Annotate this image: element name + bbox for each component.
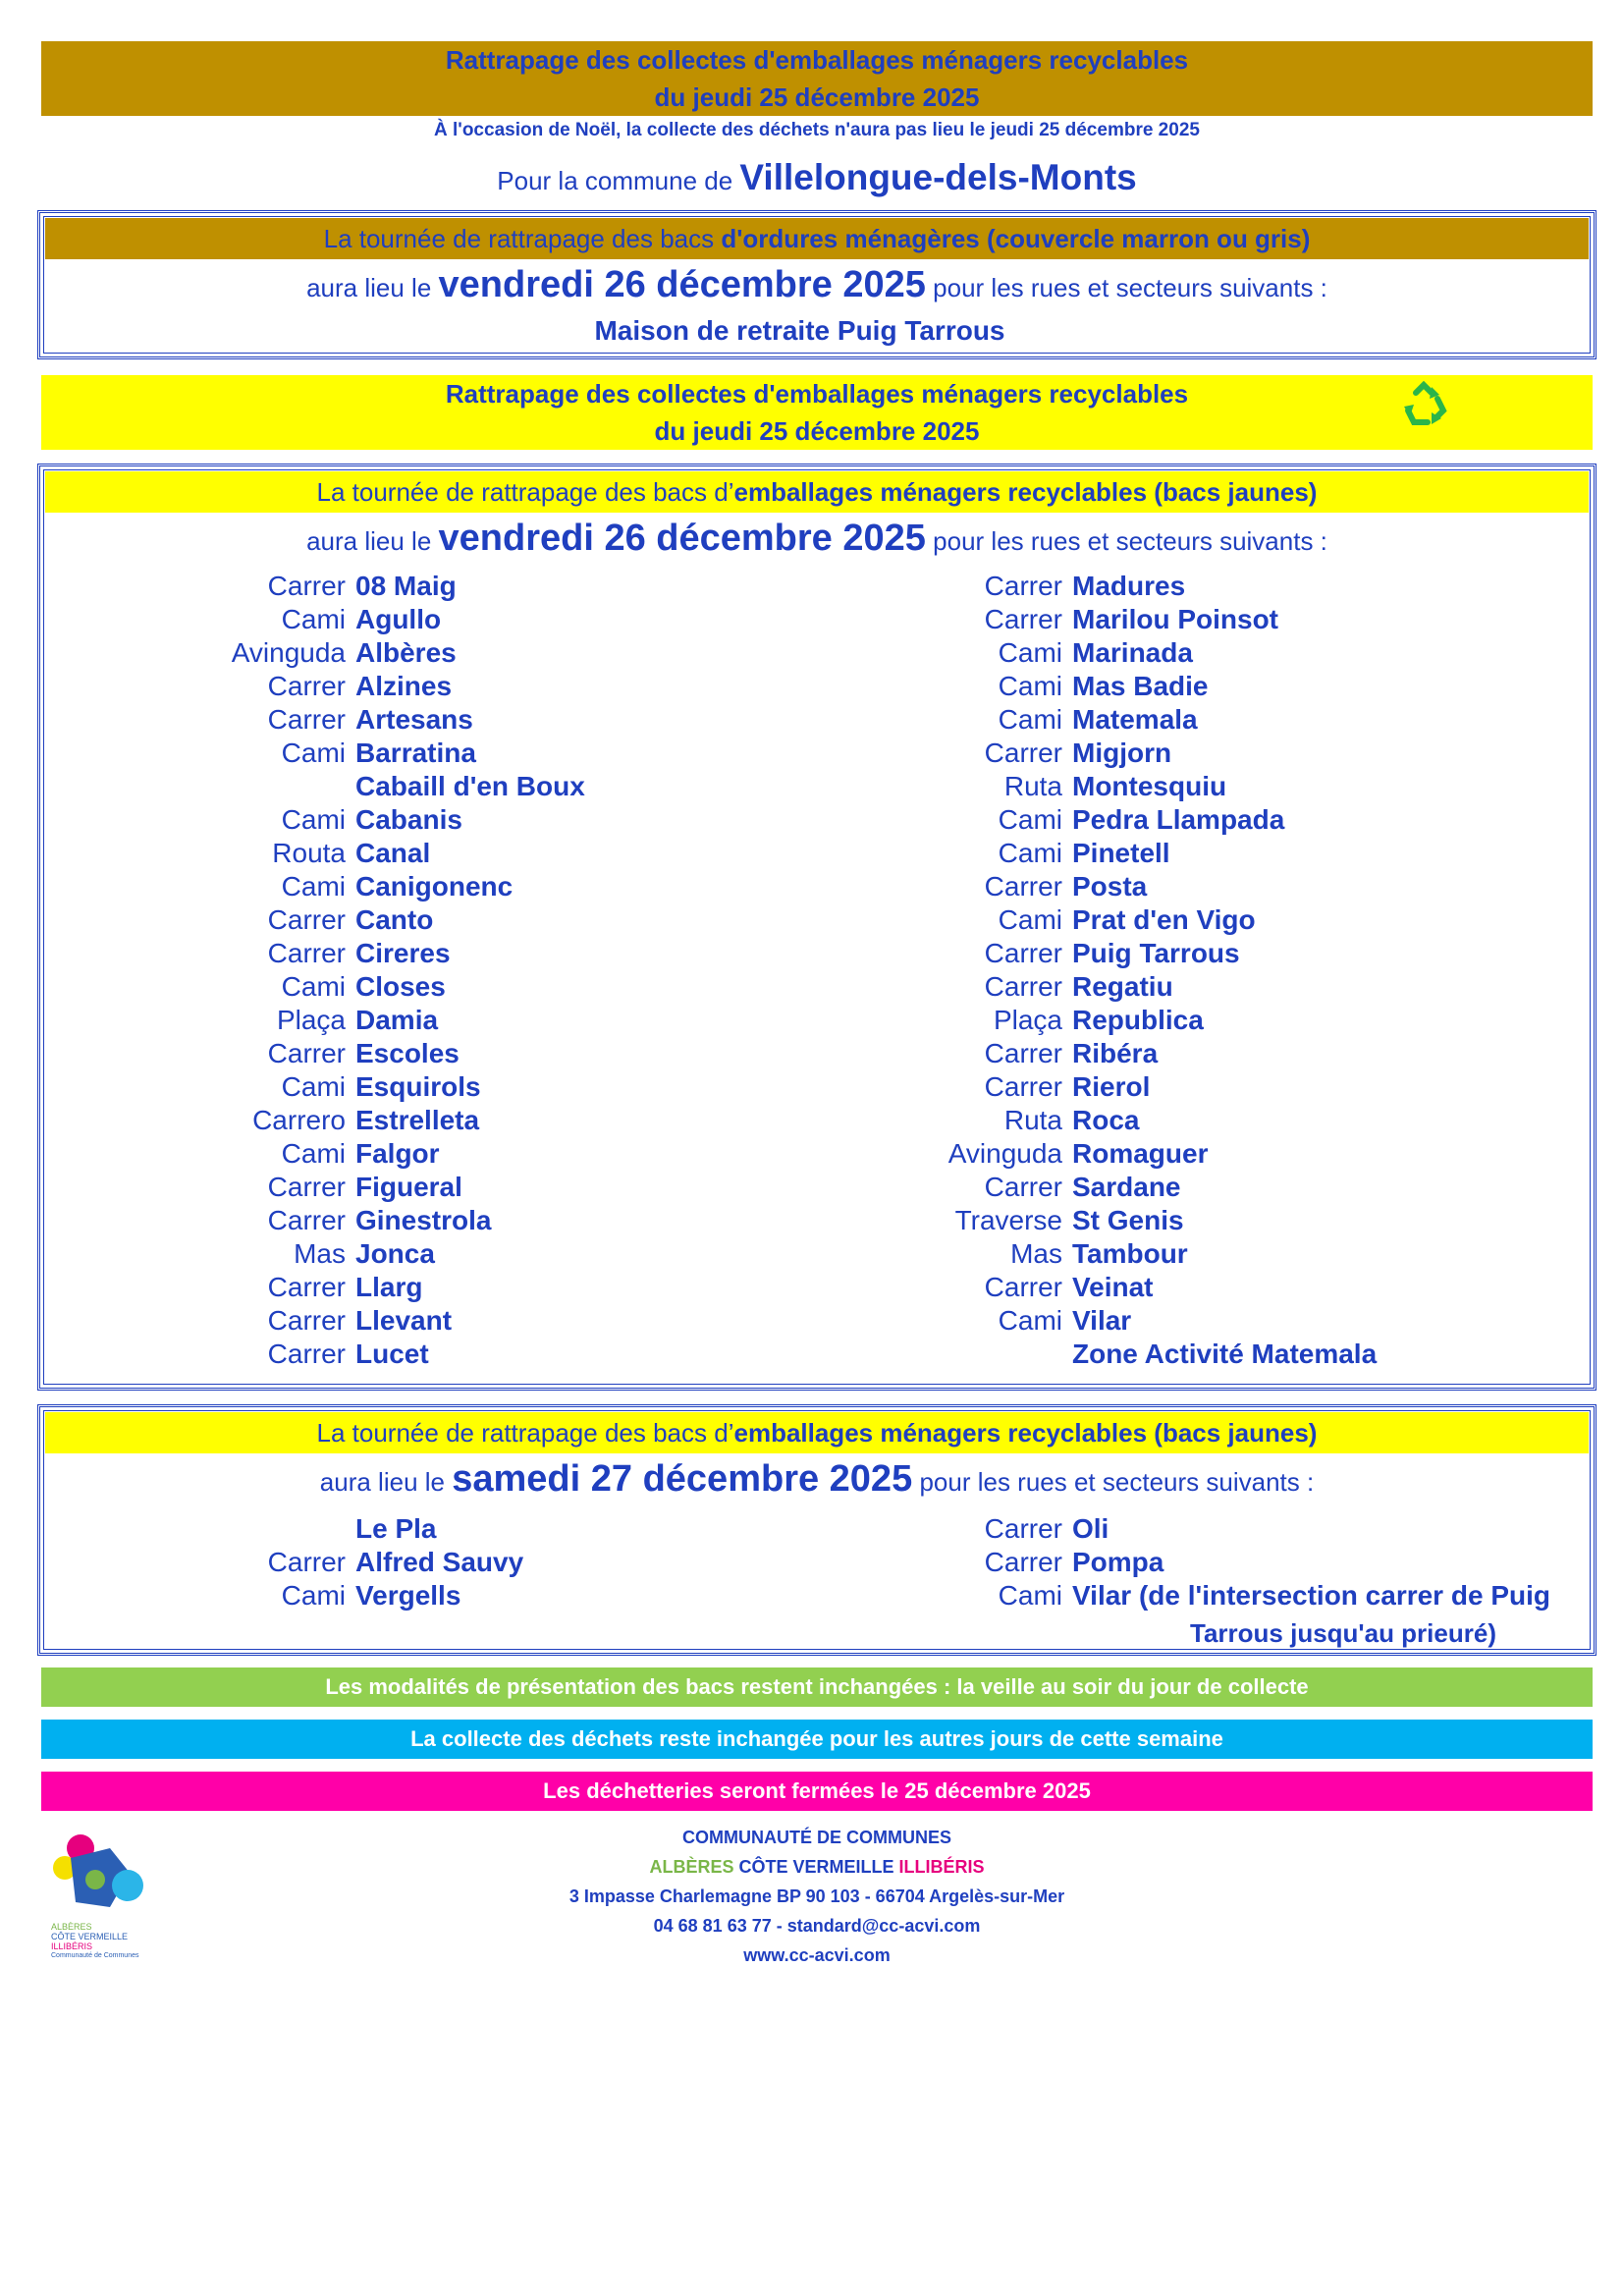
street-name: Ginestrola xyxy=(355,1205,492,1235)
street-row xyxy=(933,1304,1377,1338)
street-type: Cami xyxy=(998,637,1062,668)
collection-unchanged-notice: La collecte des déchets reste inchangée pour les autres jours de cette semaine xyxy=(41,1720,1593,1759)
street-name: Barratina xyxy=(355,738,476,768)
household-waste-box xyxy=(37,210,1596,359)
street-name: Migjorn xyxy=(1072,738,1172,768)
recycling-banner xyxy=(41,375,1593,450)
street-row xyxy=(216,603,585,636)
street-name: Marinada xyxy=(1072,637,1193,668)
street-row xyxy=(933,1004,1377,1037)
logo-text-4: Communauté de Communes xyxy=(51,1952,139,1959)
street-type: Cami xyxy=(281,871,346,902)
recycling-friday-header xyxy=(45,471,1589,513)
street-row xyxy=(216,1338,585,1371)
street-row xyxy=(933,1579,1550,1613)
street-type: Carrer xyxy=(267,571,346,601)
street-name: Ribéra xyxy=(1072,1038,1159,1068)
street-name: Esquirols xyxy=(355,1071,481,1102)
street-type: Carrer xyxy=(267,704,346,735)
footer-website[interactable]: www.cc-acvi.com xyxy=(743,1945,891,1965)
street-row xyxy=(933,703,1377,737)
street-type: Carrer xyxy=(984,1513,1062,1544)
street-row xyxy=(216,903,585,937)
street-type: Carrer xyxy=(267,904,346,935)
street-type: Cami xyxy=(281,1071,346,1102)
street-row xyxy=(933,837,1377,870)
street-name: Marilou Poinsot xyxy=(1072,604,1278,634)
street-list-left xyxy=(216,570,585,1371)
header-title-line1: Rattrapage des collectes d'emballages ménagers recyclables xyxy=(445,45,1189,75)
street-type: Carrer xyxy=(984,1071,1062,1102)
street-name: Cabaill d'en Boux xyxy=(355,771,585,801)
street-row xyxy=(933,670,1377,703)
street-row xyxy=(216,1171,585,1204)
street-row xyxy=(933,870,1377,903)
date-suffix: pour les rues et secteurs suivants : xyxy=(933,526,1327,556)
street-row xyxy=(216,1546,523,1579)
street-name: 08 Maig xyxy=(355,571,457,601)
street-row xyxy=(933,1104,1377,1137)
street-name: Sardane xyxy=(1072,1172,1181,1202)
street-row xyxy=(216,1579,523,1613)
street-name: Pompa xyxy=(1072,1547,1164,1577)
footer-contact: 04 68 81 63 77 - standard@cc-acvi.com xyxy=(653,1916,981,1936)
street-row xyxy=(216,837,585,870)
street-type: Carrer xyxy=(984,1272,1062,1302)
street-row xyxy=(933,1171,1377,1204)
saturday-street-list-left xyxy=(216,1512,523,1613)
collection-date: samedi 27 décembre 2025 xyxy=(452,1458,913,1500)
recycling-title-line2: du jeudi 25 décembre 2025 xyxy=(654,416,980,446)
street-type: Cami xyxy=(281,604,346,634)
street-name: Veinat xyxy=(1072,1272,1154,1302)
street-name: Lucet xyxy=(355,1339,429,1369)
street-row xyxy=(933,1338,1377,1371)
street-type: Traverse xyxy=(954,1205,1062,1235)
street-type: Carrer xyxy=(267,1205,346,1235)
street-type: Cami xyxy=(998,1305,1062,1336)
street-name: Republica xyxy=(1072,1005,1204,1035)
street-type: Cami xyxy=(281,971,346,1002)
street-type: Cami xyxy=(998,671,1062,701)
commune-line xyxy=(41,157,1593,198)
street-type: Carrer xyxy=(267,1272,346,1302)
street-name: Damia xyxy=(355,1005,439,1035)
street-row xyxy=(216,1104,585,1137)
street-type: Carrer xyxy=(267,1547,346,1577)
street-row xyxy=(933,737,1377,770)
street-type: Ruta xyxy=(1003,771,1062,801)
street-row xyxy=(216,970,585,1004)
street-name: Tambour xyxy=(1072,1238,1188,1269)
street-type: Carrer xyxy=(984,738,1062,768)
street-row xyxy=(216,703,585,737)
street-row xyxy=(216,1137,585,1171)
waste-centre-closed-notice: Les déchetteries seront fermées le 25 décembre 2025 xyxy=(41,1772,1593,1811)
street-row xyxy=(933,603,1377,636)
street-row xyxy=(933,1512,1550,1546)
footer-illiberis: ILLIBÉRIS xyxy=(898,1857,985,1877)
footer-albere: ALBÈRES xyxy=(649,1857,734,1877)
household-waste-header xyxy=(45,218,1589,259)
header-bold-text: d'ordures ménagères (couvercle marron ou gris) xyxy=(721,223,1311,253)
street-list-right xyxy=(933,570,1377,1371)
street-type: Plaça xyxy=(993,1005,1062,1035)
street-name: Vilar xyxy=(1072,1305,1132,1336)
street-name: Llevant xyxy=(355,1305,453,1336)
street-row xyxy=(216,670,585,703)
commune-prefix: Pour la commune de xyxy=(497,166,733,195)
street-row xyxy=(216,737,585,770)
street-name: Escoles xyxy=(355,1038,460,1068)
street-row xyxy=(933,903,1377,937)
street-row xyxy=(216,1304,585,1338)
street-name: Alfred Sauvy xyxy=(355,1547,524,1577)
street-row xyxy=(216,1271,585,1304)
footer-address: 3 Impasse Charlemagne BP 90 103 - 66704 Argelès-sur-Mer xyxy=(568,1886,1065,1906)
header-banner xyxy=(41,41,1593,116)
street-type: Carrer xyxy=(984,604,1062,634)
street-type: Carrer xyxy=(267,1339,346,1369)
header-text: La tournée de rattrapage des bacs xyxy=(323,223,715,253)
street-row xyxy=(933,636,1377,670)
street-type: Cami xyxy=(281,1138,346,1169)
street-type: Cami xyxy=(998,1580,1062,1611)
street-name: Closes xyxy=(355,971,446,1002)
street-row xyxy=(216,937,585,970)
street-row xyxy=(933,1271,1377,1304)
street-name: Madures xyxy=(1072,571,1186,601)
header-text: La tournée de rattrapage des bacs d’ xyxy=(316,476,734,507)
street-name: Cireres xyxy=(355,938,451,968)
street-type: Cami xyxy=(998,904,1062,935)
date-prefix: aura lieu le xyxy=(319,1467,445,1497)
saturday-street-list-right xyxy=(933,1512,1550,1613)
street-name: Vergells xyxy=(355,1580,461,1611)
street-row xyxy=(216,1512,523,1546)
street-type: Cami xyxy=(281,738,346,768)
street-name: Maison de retraite Puig Tarrous xyxy=(594,315,1005,346)
street-row xyxy=(216,1237,585,1271)
street-row xyxy=(933,1546,1550,1579)
street-name: Montesquiu xyxy=(1072,771,1227,801)
street-name: Vilar (de l'intersection carrer de Puig xyxy=(1072,1580,1550,1611)
date-line xyxy=(40,1458,1594,1501)
street-type: Carrer xyxy=(984,1172,1062,1202)
street-row xyxy=(933,970,1377,1004)
street-name: Canigonenc xyxy=(355,871,514,902)
street-row xyxy=(216,636,585,670)
street-row xyxy=(216,803,585,837)
street-row xyxy=(216,870,585,903)
street-type: Ruta xyxy=(1003,1105,1062,1135)
date-line xyxy=(40,518,1594,560)
street-type: Carrer xyxy=(267,1172,346,1202)
street-type: Cami xyxy=(281,804,346,835)
street-type: Cami xyxy=(281,1580,346,1611)
street-type: Avinguda xyxy=(947,1138,1062,1169)
street-name: Roca xyxy=(1072,1105,1140,1135)
street-name: Regatiu xyxy=(1072,971,1173,1002)
street-name: Jonca xyxy=(355,1238,435,1269)
street-type: Carrer xyxy=(267,671,346,701)
street-type: Plaça xyxy=(276,1005,346,1035)
street-row xyxy=(933,803,1377,837)
street-row xyxy=(933,1237,1377,1271)
street-name: Artesans xyxy=(355,704,473,735)
collection-date: vendredi 26 décembre 2025 xyxy=(438,518,926,559)
presentation-notice: Les modalités de présentation des bacs restent inchangées : la veille au soir du jour de collecte xyxy=(41,1667,1593,1707)
footer-community xyxy=(41,1852,1593,1882)
street-name: Canto xyxy=(355,904,434,935)
street-type: Carrer xyxy=(984,1038,1062,1068)
street-type: Mas xyxy=(294,1238,346,1269)
street-name: Oli xyxy=(1072,1513,1109,1544)
street-row xyxy=(216,1004,585,1037)
footer-title: COMMUNAUTÉ DE COMMUNES xyxy=(682,1828,951,1847)
street-row xyxy=(216,570,585,603)
street-name: Alzines xyxy=(355,671,453,701)
date-prefix: aura lieu le xyxy=(306,526,432,556)
street-type: Carrer xyxy=(267,1038,346,1068)
street-row xyxy=(933,1204,1377,1237)
street-name: Canal xyxy=(355,838,431,868)
street-name: Matemala xyxy=(1072,704,1198,735)
street-row xyxy=(216,1204,585,1237)
date-suffix: pour les rues et secteurs suivants : xyxy=(919,1467,1315,1497)
header-title-line2: du jeudi 25 décembre 2025 xyxy=(654,82,980,112)
date-suffix: pour les rues et secteurs suivants : xyxy=(933,273,1327,302)
header-text: La tournée de rattrapage des bacs d’ xyxy=(316,1417,734,1448)
logo-text-1: ALBÈRES xyxy=(51,1922,92,1932)
street-name: Cabanis xyxy=(355,804,462,835)
street-row xyxy=(933,1037,1377,1070)
street-row xyxy=(216,770,585,803)
footer-cote: CÔTE VERMEILLE xyxy=(738,1857,894,1877)
street-name: Puig Tarrous xyxy=(1072,938,1240,968)
street-type: Carrer xyxy=(984,971,1062,1002)
date-line xyxy=(40,264,1594,306)
street-type: Cami xyxy=(998,704,1062,735)
street-row xyxy=(933,770,1377,803)
street-name: Estrelleta xyxy=(355,1105,480,1135)
street-name: Mas Badie xyxy=(1072,671,1209,701)
street-name: Figueral xyxy=(355,1172,462,1202)
street-type: Carrer xyxy=(984,571,1062,601)
street-type: Mas xyxy=(1010,1238,1062,1269)
street-name: Llarg xyxy=(355,1272,423,1302)
street-name: Prat d'en Vigo xyxy=(1072,904,1256,935)
commune-name: Villelongue-dels-Monts xyxy=(739,157,1137,197)
collection-date: vendredi 26 décembre 2025 xyxy=(438,264,926,305)
logo-text-3: ILLIBÉRIS xyxy=(51,1941,93,1951)
street-type: Carrero xyxy=(252,1105,346,1135)
street-name: Pedra Llampada xyxy=(1072,804,1285,835)
date-prefix: aura lieu le xyxy=(306,273,432,302)
street-row xyxy=(933,1137,1377,1171)
street-row xyxy=(933,1070,1377,1104)
street-type: Carrer xyxy=(984,938,1062,968)
recycling-title-line1: Rattrapage des collectes d'emballages ménagers recyclables xyxy=(445,379,1189,409)
street-name: Falgor xyxy=(355,1138,440,1169)
street-continuation: Tarrous jusqu'au prieuré) xyxy=(1190,1618,1496,1648)
street-name: Pinetell xyxy=(1072,838,1170,868)
christmas-notice: À l'occasion de Noël, la collecte des déchets n'aura pas lieu le jeudi 25 décembre 2025 xyxy=(434,120,1200,140)
recycle-icon xyxy=(1398,377,1453,432)
street-name: Agullo xyxy=(355,604,442,634)
recycling-saturday-header xyxy=(45,1412,1589,1453)
street-type: Carrer xyxy=(984,1547,1062,1577)
street-name: Albères xyxy=(355,637,457,668)
street-row xyxy=(933,570,1377,603)
header-bold-text: emballages ménagers recyclables (bacs jaunes) xyxy=(733,1417,1318,1448)
street-type: Cami xyxy=(998,804,1062,835)
street-row xyxy=(216,1070,585,1104)
street-type: Routa xyxy=(272,838,346,868)
street-type: Avinguda xyxy=(231,637,346,668)
street-name: Posta xyxy=(1072,871,1148,902)
street-name: Zone Activité Matemala xyxy=(1072,1339,1378,1369)
street-name: Rierol xyxy=(1072,1071,1151,1102)
street-name: St Genis xyxy=(1072,1205,1184,1235)
street-type: Cami xyxy=(998,838,1062,868)
street-row xyxy=(933,937,1377,970)
header-bold-text: emballages ménagers recyclables (bacs jaunes) xyxy=(733,476,1318,507)
logo-text-2: CÔTE VERMEILLE xyxy=(51,1932,129,1941)
street-name: Le Pla xyxy=(355,1513,437,1544)
street-name: Romaguer xyxy=(1072,1138,1209,1169)
street-type: Carrer xyxy=(267,938,346,968)
street-type: Carrer xyxy=(267,1305,346,1336)
street-row xyxy=(216,1037,585,1070)
street-type: Carrer xyxy=(984,871,1062,902)
footer xyxy=(41,1823,1593,1970)
